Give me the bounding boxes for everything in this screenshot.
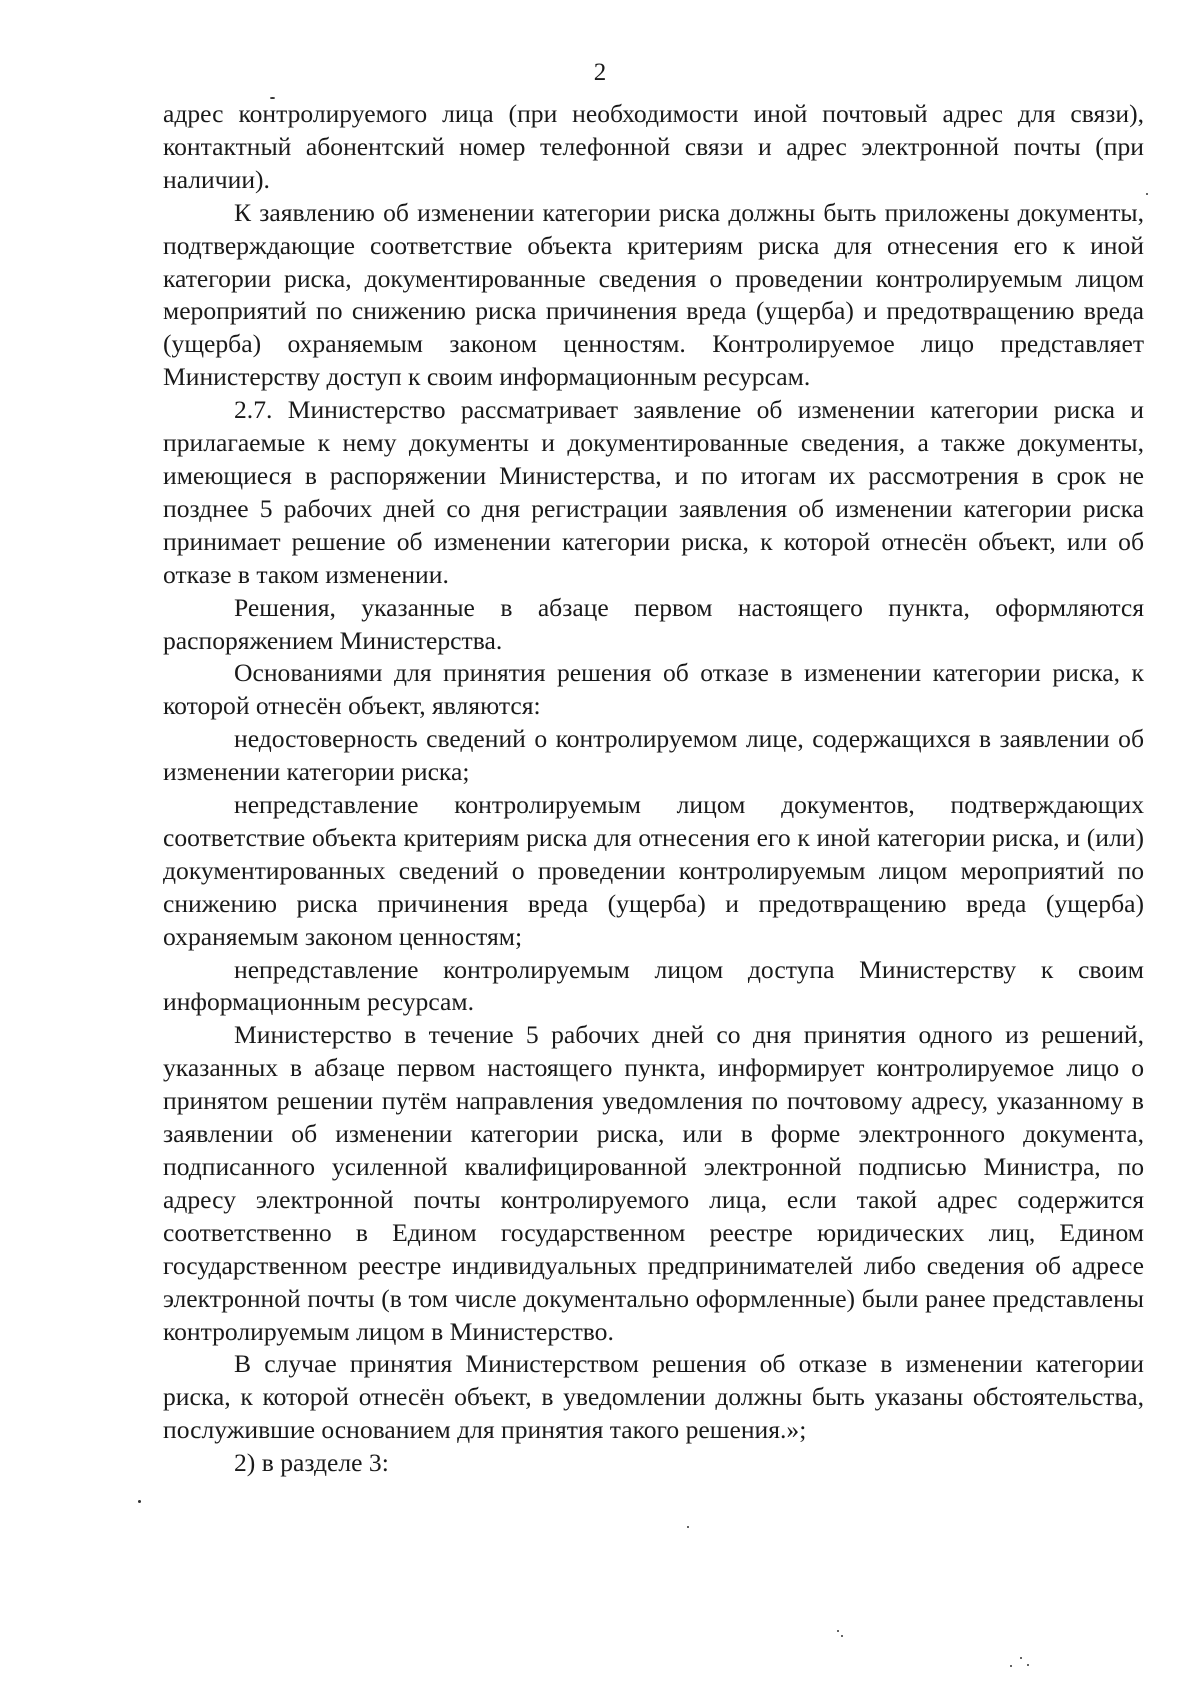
scan-speck [687,1526,689,1528]
page-number: 2 [593,59,607,86]
paragraph-ground-no-documents: непредставление контролируемым лицом документов, подтверждающих соответствие объекта критериям риска для отнесения его к иной категории риска, и (или) документированных сведений о проведении контролируемым лицом мероприятий по снижению риска причинения вреда (ущерба) и предотвращению вреда (ущерба) охраняемым законом ценностям; [163,790,1144,951]
paragraph-attached-documents: К заявлению об изменении категории риска должны быть приложены документы, подтверждающие соответствие объекта критериям риска для отнесения его к иной категории риска, документированные сведения о проведении контролируемым лицом мероприятий по снижению риска причинения вреда (ущерба) и предотвращению вреда (ущерба) охраняемым законом ценностям. Контролируемое лицо представляет Министерству доступ к своим информационным ресурсам. [163,197,1144,392]
scan-speck [1020,1657,1022,1659]
scan-speck [138,1500,141,1503]
scan-speck [1027,1664,1029,1666]
scan-speck [270,97,275,99]
paragraph-decisions-form: Решения, указанные в абзаце первом настоящего пункта, оформляются распоряжением Министерства. [163,592,1144,655]
document-body [163,98,1144,1480]
paragraph-ground-no-access: непредставление контролируемым лицом доступа Министерству к своим информационным ресурсам. [163,954,1144,1017]
scan-speck [1146,193,1148,195]
paragraph-ground-unreliable-info: недостоверность сведений о контролируемом лице, содержащихся в заявлении об изменении категории риска; [163,724,1144,787]
paragraph-refusal-grounds: Основаниями для принятия решения об отказе в изменении категории риска, к которой отнесён объект, являются: [163,658,1144,721]
scan-speck [841,1635,843,1637]
scan-speck [837,1630,839,1632]
paragraph-address-continuation: адрес контролируемого лица (при необходимости иной почтовый адрес для связи), контактный абонентский номер телефонной связи и адрес электронной почты (при наличии). [163,99,1144,194]
paragraph-notification: Министерство в течение 5 рабочих дней со дня принятия одного из решений, указанных в абзаце первом настоящего пункта, информирует контролируемое лицо о принятом решении путём направления уведомления по почтовому адресу, указанному в заявлении об изменении категории риска, или в форме электронного документа, подписанного усиленной квалифицированной электронной подписью Министра, по адресу электронной почты контролируемого лица, если такой адрес содержится соответственно в Едином государственном реестре юридических лиц, Едином государственном реестре индивидуальных предпринимателей либо сведения об адресе электронной почты (в том числе документально оформленные) были ранее представлены контролируемым лицом в Министерство. [163,1020,1144,1346]
paragraph-section-3: 2) в разделе 3: [234,1448,389,1478]
scan-speck [1010,1665,1012,1667]
paragraph-refusal-notice: В случае принятия Министерством решения об отказе в изменении категории риска, к которой отнесён объект, в уведомлении должны быть указаны обстоятельства, послужившие основанием для принятия такого решения.»; [163,1349,1144,1445]
paragraph-2-7: 2.7. Министерство рассматривает заявление об изменении категории риска и прилагаемые к нему документы и документированные сведения, а также документы, имеющиеся в распоряжении Министерства, и по итогам их рассмотрения в срок не позднее 5 рабочих дней со дня регистрации заявления об изменении категории риска принимает решение об изменении категории риска, к которой отнесён объект, или об отказе в таком изменении. [163,395,1144,589]
